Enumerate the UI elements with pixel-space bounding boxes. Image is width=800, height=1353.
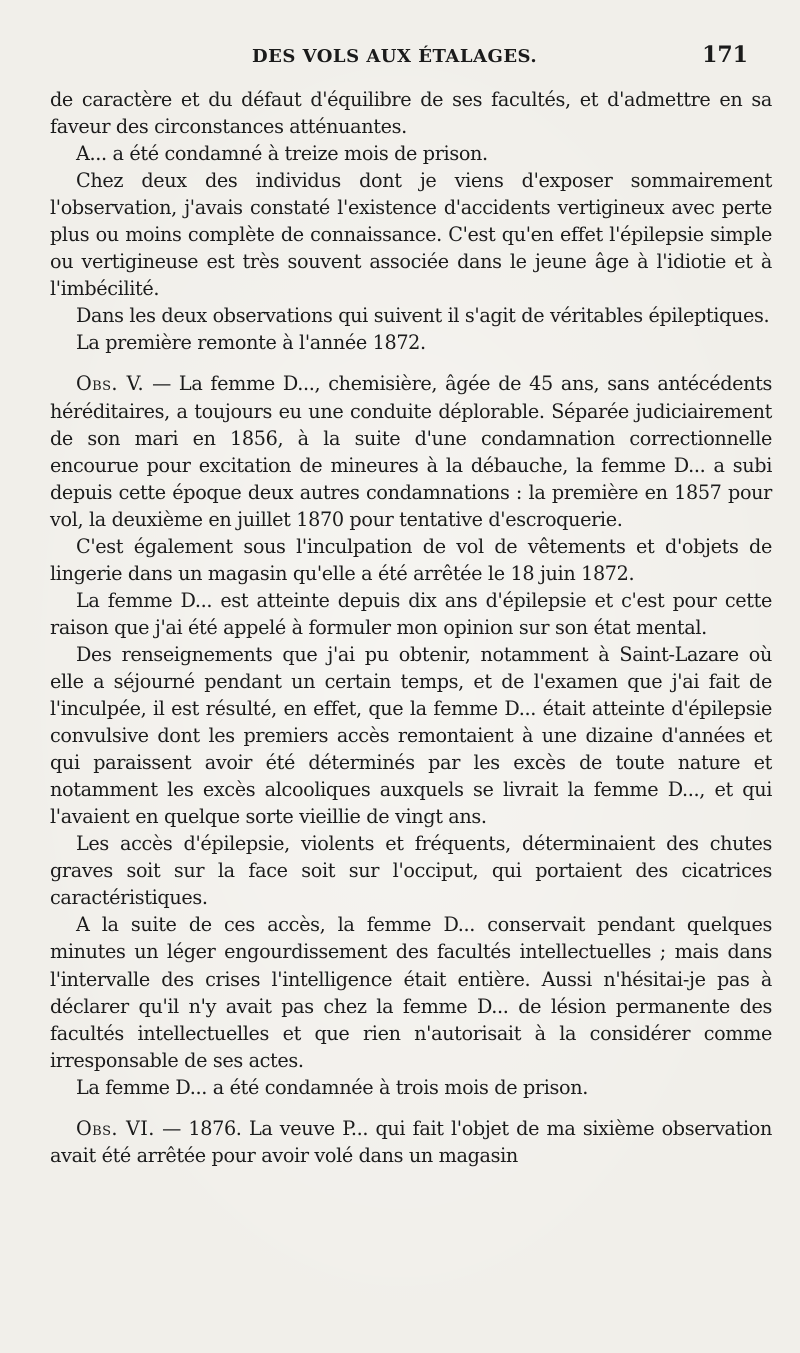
page-header <box>0 38 800 78</box>
running-title: DES VOLS AUX ÉTALAGES. <box>252 46 538 67</box>
paragraph: La femme D... est atteinte depuis dix ans d'épilepsie et c'est pour cette raison que j'ai été appelé à formuler mon opinion sur son état mental. <box>50 588 772 639</box>
observation-label: Obs. V. <box>76 372 145 396</box>
paragraph: Les accès d'épilepsie, violents et fréquents, déterminaient des chutes graves soit sur la face soit sur l'occiput, qui portaient des cicatrices caractéristiques. <box>50 832 772 910</box>
observation-paragraph <box>50 1115 772 1169</box>
page-number: 171 <box>702 42 748 68</box>
observation-text: — 1876. La veuve P... qui fait l'objet de ma sixième observation avait été arrêtée pour avoir volé dans un magasin <box>50 1116 773 1167</box>
paragraph: de caractère et du défaut d'équilibre de ses facultés, et d'admettre en sa faveur des circonstances atténuantes. <box>50 88 772 139</box>
observation-paragraph <box>50 370 772 532</box>
paragraph: A... a été condamné à treize mois de prison. <box>76 142 488 166</box>
body-text <box>50 86 772 1169</box>
paragraph: C'est également sous l'inculpation de vol de vêtements et d'objets de lingerie dans un magasin qu'elle a été arrêtée le 18 juin 1872. <box>50 534 772 585</box>
observation-label: Obs. VI. <box>76 1116 155 1140</box>
paragraph: Chez deux des individus dont je viens d'exposer sommairement l'observation, j'avais constaté l'existence d'accidents vertigineux avec perte plus ou moins complète de connaissance. C'est qu'en effet l'épilepsie simple ou vertigineuse est très souvent associée dans le jeune âge à l'idiotie et à l'imbécilité. <box>50 169 772 301</box>
paragraph: A la suite de ces accès, la femme D... conservait pendant quelques minutes un léger engourdissement des facultés intellectuelles ; mais dans l'intervalle des crises l'intelligence était entière. Aussi n'hésitai-je pas à déclarer qu'il n'y avait pas chez la femme D... de lésion permanente des facultés intellectuelles et que rien n'autorisait à la considérer comme irresponsable de ses actes. <box>50 913 772 1072</box>
paragraph: Dans les deux observations qui suivent il s'agit de véritables épileptiques. <box>76 304 770 328</box>
paragraph: La première remonte à l'année 1872. <box>76 331 426 355</box>
paragraph: La femme D... a été condamnée à trois mois de prison. <box>76 1075 588 1099</box>
paragraph: Des renseignements que j'ai pu obtenir, notamment à Saint-Lazare où elle a séjourné pendant un certain temps, et de l'examen que j'ai fait de l'inculpée, il est résulté, en effet, que la femme D... était atteinte d'épilepsie convulsive dont les premiers accès remontaient à une dizaine d'années et qui paraissent avoir été déterminés par les excès de toute nature et notamment les excès alcooliques auxquels se livrait la femme D..., et qui l'avaient en quelque sorte vieillie de vingt ans. <box>50 642 772 829</box>
observation-text: — La femme D..., chemisière, âgée de 45 ans, sans antécédents héréditaires, a toujours eu une conduite déplorable. Séparée judiciairement de son mari en 1856, à la suite d'une condamnation correctionnelle encourue pour excitation de mineures à la débauche, la femme D... a subi depuis cette époque deux autres condamnations : la première en 1857 pour vol, la deuxième en juillet 1870 pour tentative d'escroquerie. <box>50 372 773 531</box>
